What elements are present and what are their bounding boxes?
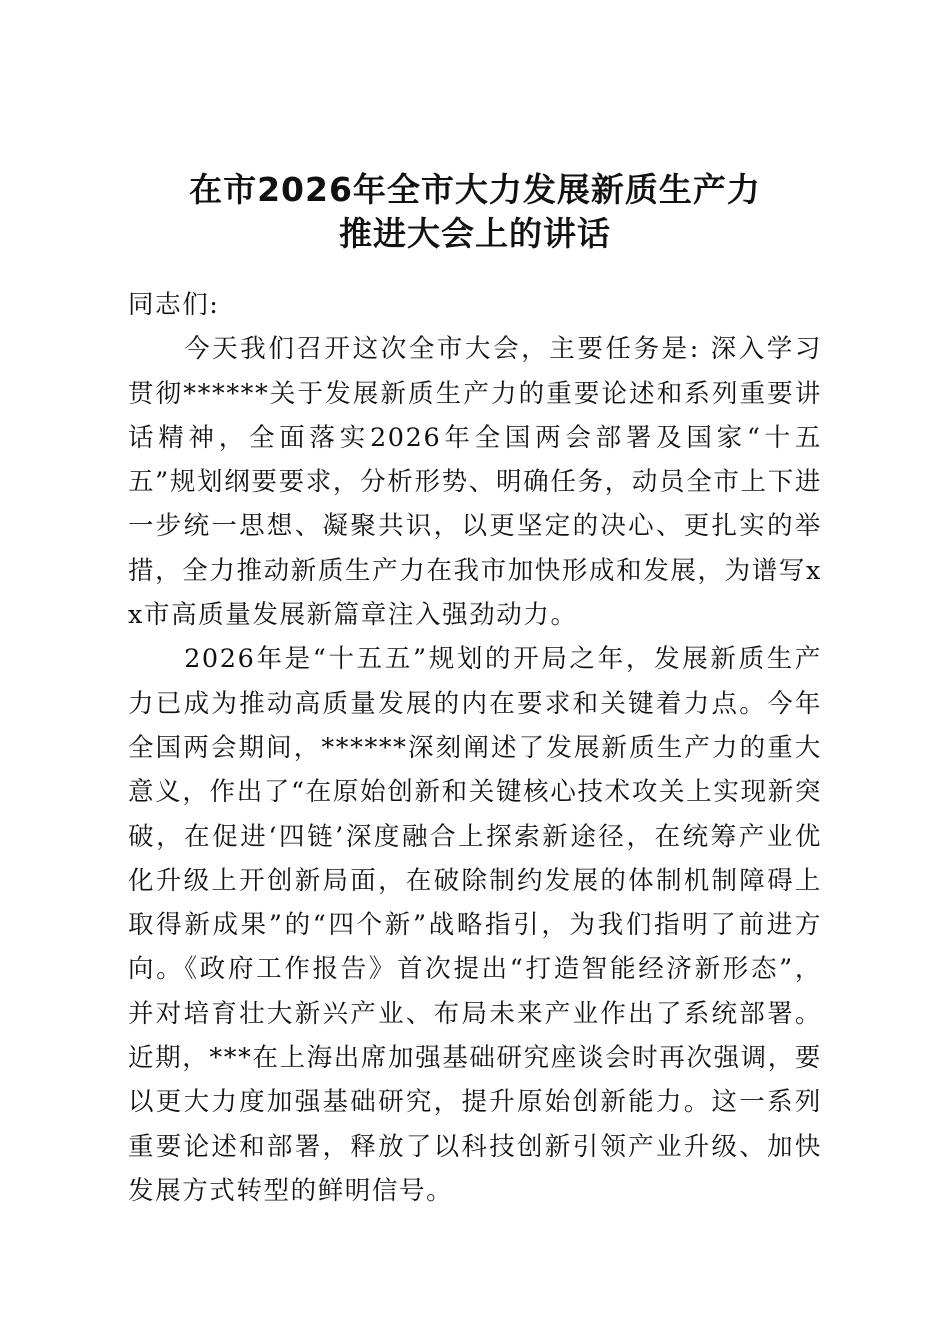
paragraph-2: 2026年是“十五五”规划的开局之年，发展新质生产力已成为推动高质量发展的内在要求和关键着力点。今年全国两会期间，******深刻阐述了发展新质生产力的重大意义，作出了“在原始创新和关键核心技术攻关上实现新突破，在促进‘四链’深度融合上探索新途径，在统筹产业优化升级上开创新局面，在破除制约发展的体制机制障碍上取得新成果”的“四个新”战略指引，为我们指明了前进方向。《政府工作报告》首次提出“打造智能经济新形态”，并对培育壮大新兴产业、布局未来产业作出了系统部署。近期，***在上海出席加强基础研究座谈会时再次强调，要以更大力度加强基础研究，提升原始创新能力。这一系列重要论述和部署，释放了以科技创新引领产业升级、加快发展方式转型的鲜明信号。: [128, 644, 822, 1206]
title-line-1: 在市2026年全市大力发展新质生产力: [189, 170, 761, 209]
document-body: [128, 283, 822, 1213]
salutation: 同志们:: [128, 290, 220, 320]
paragraph-1: 今天我们召开这次全市大会，主要任务是: 深入学习贯彻******关于发展新质生产力的重要论述和系列重要讲话精神，全面落实2026年全国两会部署及国家“十五五”规划纲要要求，分析形势、明确任务，动员全市上下进一步统一思想、凝聚共识，以更坚定的决心、更扎实的举措，全力推动新质生产力在我市加快形成和发展，为谱写xx市高质量发展新篇章注入强劲动力。: [128, 334, 822, 631]
document-title: [0, 168, 950, 256]
title-line-2: 推进大会上的讲话: [339, 214, 611, 253]
